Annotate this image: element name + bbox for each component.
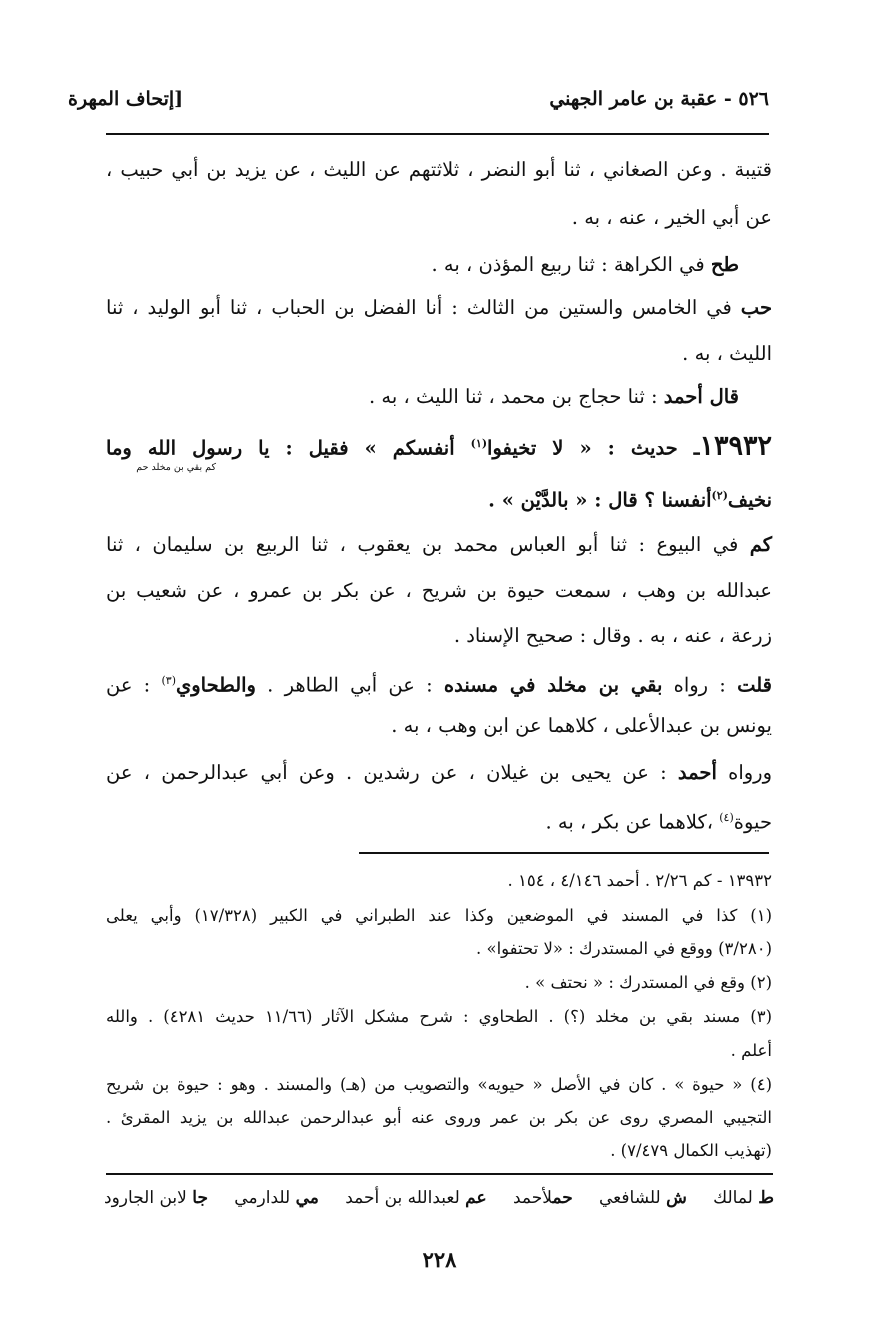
footnote-3-cont: أعلم . [730,1041,772,1060]
footnote-1-cont: (٣/٢٨٠) ووقع في المستدرك : «لا تحتفوا» . [475,939,772,958]
footnote-4: (٤) « حيوة » . كان في الأصل « حيويه» والتصويب من (هـ) والمسند . وهو : حيوة بن شريح [106,1075,772,1094]
footnote-2: (٢) وقع في المستدرك : « نحتف » . [524,973,772,992]
body-line-14: ورواه أحمد : عن يحيى بن غيلان ، عن رشدين . وعن أبي عبدالرحمن ، عن [106,761,772,784]
footnote-3: (٣) مسند بقي بن مخلد (؟) . الطحاوي : شرح مشكل الآثار (١١/٦٦ حديث ٤٢٨١) . والله [106,1007,772,1026]
hadith-heading: ١٣٩٣٢ـ حديث : « لا تخيفوا$^{(١)}$ أنفسكم » فقيل : يا رسول الله وما [106,430,772,462]
abbr-item: عم لعبدالله بن أحمد [345,1188,487,1208]
running-header-book: [إتحاف المهرة [68,88,184,110]
footnote-separator [359,852,769,854]
footnote-ref: (٣) [161,674,176,687]
body-line-15: حيوة$^{(٤)}$ ،كلاهما عن بكر ، به . [545,810,772,834]
abbr-item: حملأحمد [512,1188,573,1208]
abbreviation-key [104,1188,774,1208]
footnote-sources: ١٣٩٣٢ - كم ٢/٢٦ . أحمد ٤/١٤٦ ، ١٥٤ . [507,871,772,890]
body-line-12: قلت : رواه بقي بن مخلد في مسنده : عن أبي الطاهر . والطحاوي$^{(٣)}$ : عن [106,673,772,697]
source-name: قال أحمد [663,385,739,408]
abbr-item: ط لمالك [713,1188,774,1208]
hadith-number: ١٣٩٣٢ [699,430,772,462]
footnote-ref: (٤) [719,811,734,824]
body-line-13: يونس بن عبدالأعلى ، كلاهما عن ابن وهب ، به . [391,714,772,737]
footnote-ref: (٢) [711,489,728,502]
body-line-11: زرعة ، عنه ، به . وقال : صحيح الإسناد . [453,624,772,647]
body-line-2: عن أبي الخير ، عنه ، به . [571,206,772,229]
body-line-5: الليث ، به . [682,342,772,365]
body-line-9: كم في البيوع : ثنا أبو العباس محمد بن يعقوب ، ثنا الربيع بن سليمان ، ثنا [106,533,772,556]
body-line-4: حب في الخامس والستين من الثالث : أنا الفضل بن الحباب ، ثنا أبو الوليد ، ثنا [106,296,772,319]
footnote-1: (١) كذا في المسند في الموضعين وكذا عند الطبراني في الكبير (١٧/٣٢٨) وأبي يعلى [106,906,772,925]
running-header-title: ٥٢٦ - عقبة بن عامر الجهني [549,88,769,110]
page-number: ٢٢٨ [422,1247,457,1272]
footnote-ref: (١) [470,437,488,450]
hadith-source-codes: كم بقي بن مخلد حم [136,462,216,473]
abbr-item: ش للشافعي [599,1188,687,1208]
body-line-3: طح في الكراهة : ثنا ربيع المؤذن ، به . [431,253,739,276]
body-line-1: قتيبة . وعن الصغاني ، ثنا أبو النضر ، ثلاثتهم عن الليث ، عن يزيد بن أبي حبيب ، [106,158,772,181]
abbr-item: جا لابن الجارود [104,1188,208,1208]
source-code: طح [710,253,739,276]
header-rule [106,133,769,135]
source-code: حب [740,296,772,319]
hadith-heading-cont: نخيف$^{(٢)}$أنفسنا ؟ قال : « بالدَّيْن » . [488,488,772,512]
body-line-10: عبدالله بن وهب ، سمعت حيوة بن شريح ، عن بكر بن عمرو ، عن شعيب بن [106,579,772,602]
footnote-4-cont: التجيبي المصري روى عن بكر بن عمر وروى عنه أبو عبدالرحمن عبدالله بن يزيد المقرئ . [106,1108,772,1127]
footer-rule [106,1173,773,1175]
source-code: كم [749,533,772,556]
abbr-item: مي للدارمي [234,1188,319,1208]
footnote-4-end: (تهذيب الكمال ٧/٤٧٩) . [610,1141,772,1160]
body-line-6: قال أحمد : ثنا حجاج بن محمد ، ثنا الليث ، به . [369,385,739,408]
